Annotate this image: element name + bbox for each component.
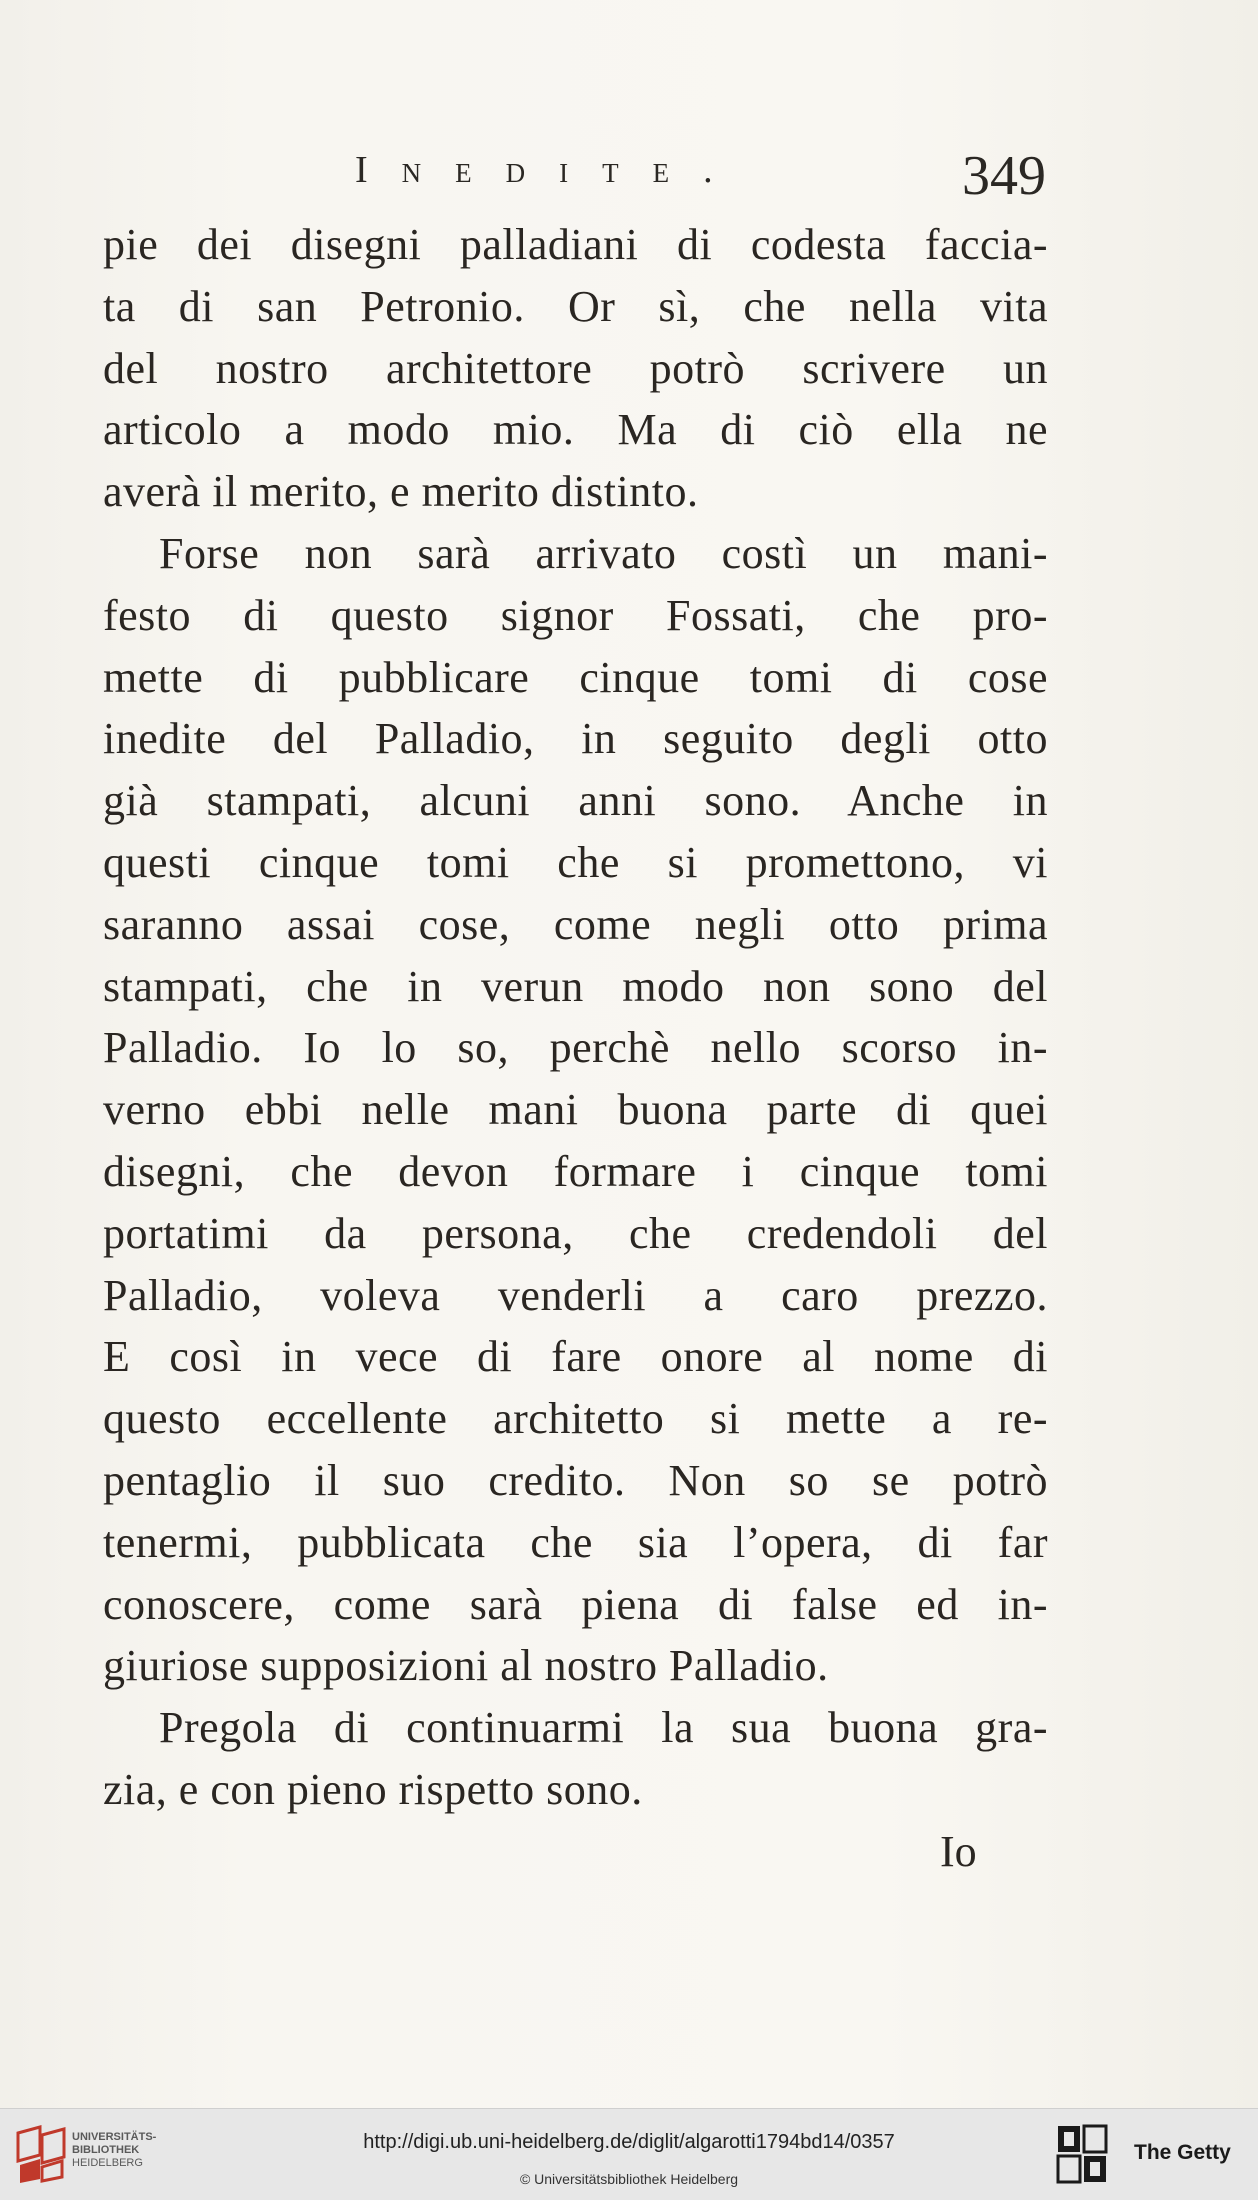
text-line: inedite del Palladio, in seguito degli otto: [103, 714, 1048, 764]
text-line: festo di questo signor Fossati, che pro-: [103, 590, 1048, 640]
library-name-line: UNIVERSITÄTS-: [72, 2131, 157, 2143]
running-title: Inedite.: [355, 149, 747, 191]
text-line: conoscere, come sarà piena di false ed in-: [103, 1579, 1048, 1629]
copyright-notice: © Universitätsbibliothek Heidelberg: [519, 2171, 739, 2187]
text-line: stampati, che in verun modo non sono del: [103, 961, 1048, 1011]
viewer-footer: [0, 2108, 1258, 2200]
text-line: Palladio, voleva venderli a caro prezzo.: [103, 1270, 1048, 1320]
text-line: pentaglio il suo credito. Non so se potrò: [103, 1455, 1048, 1505]
getty-logo-icon[interactable]: [1056, 2124, 1110, 2184]
text-line: Forse non sarà arrivato costì un mani-: [159, 528, 1048, 578]
text-line: Pregola di continuarmi la sua buona gra-: [159, 1703, 1048, 1753]
library-name-line: BIBLIOTHEK: [72, 2144, 140, 2156]
text-line: pie dei disegni palladiani di codesta faccia-: [103, 220, 1048, 269]
text-line: del nostro architettore potrò scrivere un: [103, 343, 1048, 393]
text-line: disegni, che devon formare i cinque tomi: [103, 1146, 1048, 1196]
running-head: [0, 145, 1258, 208]
permalink-url[interactable]: http://digi.ub.uni-heidelberg.de/diglit/algarotti1794bd14/0357: [363, 2131, 895, 2153]
text-line: mette di pubblicare cinque tomi di cose: [103, 652, 1048, 702]
text-line: ta di san Petronio. Or sì, che nella vita: [103, 281, 1048, 331]
text-line: zia, e con pieno rispetto sono.: [103, 1764, 643, 1814]
page-number: 349: [962, 145, 1046, 207]
partner-name: The Getty: [1134, 2141, 1231, 2164]
library-name-line: HEIDELBERG: [72, 2157, 143, 2169]
text-line: Palladio. Io lo so, perchè nello scorso in-: [103, 1023, 1048, 1073]
text-line: averà il merito, e merito distinto.: [103, 467, 699, 517]
text-line: saranno assai cose, come negli otto prima: [103, 899, 1048, 949]
text-line: verno ebbi nelle mani buona parte di quei: [103, 1085, 1048, 1135]
text-line: articolo a modo mio. Ma di ciò ella ne: [103, 405, 1048, 455]
text-line: portatimi da persona, che credendoli del: [103, 1208, 1048, 1258]
text-line: già stampati, alcuni anni sono. Anche in: [103, 776, 1048, 826]
text-line: tenermi, pubblicata che sia l’opera, di far: [103, 1517, 1048, 1567]
text-line: questo eccellente architetto si mette a re-: [103, 1394, 1048, 1444]
body-text: [103, 214, 1048, 1821]
catchword: Io: [940, 1827, 977, 1876]
text-line: E così in vece di fare onore al nome di: [103, 1332, 1048, 1382]
text-line: questi cinque tomi che si promettono, vi: [103, 837, 1048, 887]
text-line: giuriose supposizioni al nostro Palladio.: [103, 1641, 829, 1691]
